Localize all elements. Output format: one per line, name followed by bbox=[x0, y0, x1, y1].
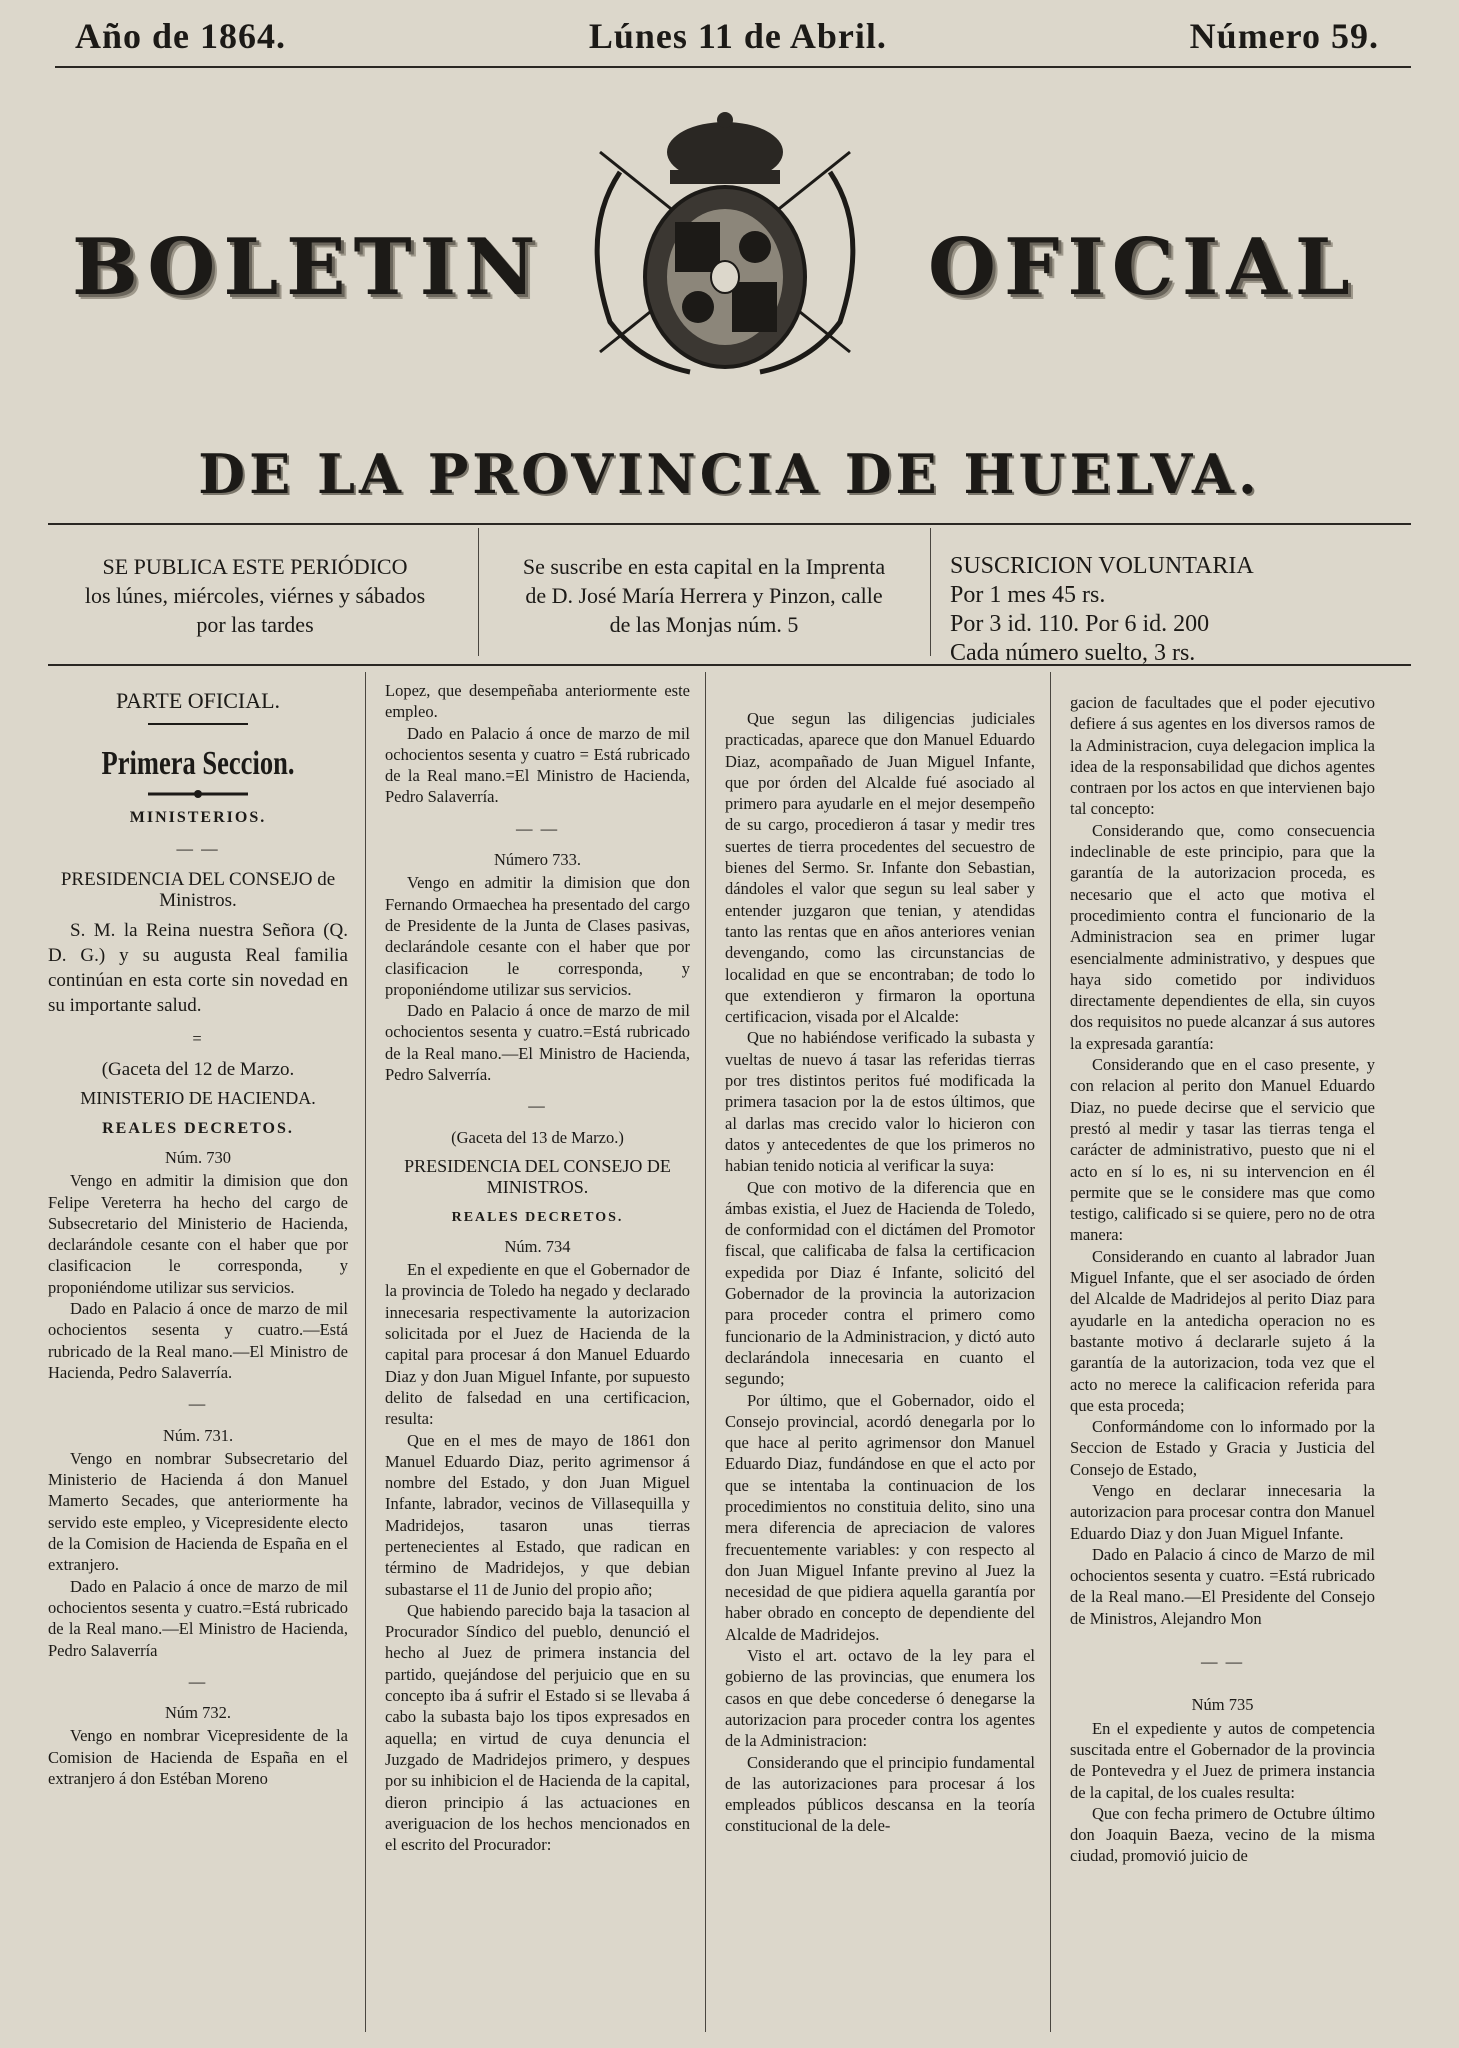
paragraph: Visto el art. octavo de la ley para el gobierno de las provincias, que enumera los casos en que debe concederse ó denegarse la autorizacion para proceder contra los agentes de la Administracion: bbox=[725, 1646, 1035, 1751]
issue-year: Año de 1864. bbox=[75, 16, 287, 56]
coat-of-arms-emblem bbox=[560, 112, 890, 382]
paragraph: Considerando que, como consecuencia indeclinable de este principio, para que la garantía de la autorizacion proceda, es necesario que el acto que motiva el procedimiento contra el funcionario de la Administracion sea en primer lugar esencialmente administrativo, y despues que haya sido cometido por individuos directamente dependientes de ella, sin cuyos dos requisitos no puede alcanzar á sus autores la expresada garantía: bbox=[1070, 820, 1375, 1053]
column-divider bbox=[1050, 672, 1051, 2032]
paragraph: Que con motivo de la diferencia que en ámbas existia, el Juez de Hacienda de Toledo, de conformidad con el dictámen del Promotor fiscal, que calificaba de falsa la certificacion expedida por Diaz é Infante, solicitó del Gobernador de la provincia la autorizacion para proceder contra el primero como funcionario de la Administracion, y dictó auto declarándola innecesaria en cuanto el segundo; bbox=[725, 1177, 1035, 1389]
paragraph: Lopez, que desempeñaba anteriormente este empleo. bbox=[385, 681, 690, 722]
paragraph: Que no habiéndose verificado la subasta y vueltas de nuevo á tasar las referidas tierras por tres distintos peritos fué modificada la primera tasacion por la de estos últimos, que al darlas mas crecido valor lo hicieron con datos y antecedentes de que los primeros no habian tenido noticia al verificar la suya: bbox=[725, 1028, 1035, 1176]
paragraph: Dado en Palacio á once de marzo de mil ochocientos sesenta y cuatro.=Está rubricado de la Real mano.—El Ministro de Hacienda, Pedro Salaverría bbox=[48, 1576, 348, 1660]
gaceta-note: (Gaceta del 12 de Marzo. bbox=[101, 1059, 295, 1081]
column-1 bbox=[48, 680, 348, 1789]
ministerios-heading: MINISTERIOS. bbox=[129, 808, 267, 826]
info-subscription-place bbox=[484, 552, 924, 639]
info-prices bbox=[950, 552, 1350, 668]
decree-number: Núm 732. bbox=[165, 1703, 231, 1723]
info-line: por las tardes bbox=[196, 612, 314, 637]
paragraph: Que segun las diligencias judiciales practicadas, aparece que don Manuel Eduardo Diaz, acompañado de Juan Miguel Infante, que por órden del Alcalde fué asociado al primero para ayudarle en el mejor desempeño de su cargo, procedieron á tasar y medir tres suertes de tierra procedentes del secuestro de bienes del Sermo. Sr. Infante don Sebastian, dándoles el valor que segun su leal saber y entender juzgaron que tenian, y atendidas tanto las rentas que en años anteriores venian devengando, como las circunstancias de localidad en que se encontraban; de todo lo que extendieron y firmaron la oportuna certificacion, visada por el Alcalde: bbox=[725, 709, 1035, 1027]
paragraph: Dado en Palacio á once de marzo de mil ochocientos sesenta y cuatro.=Está rubricado de la Real mano.—El Ministro de Hacienda, Pedro Salverría. bbox=[385, 1001, 690, 1085]
paragraph: Vengo en nombrar Subsecretario del Ministerio de Hacienda á don Manuel Mamerto Secades, que anteriormente ha servido este empleo, y Vicepresidente electo de la Comision de Hacienda de España en el extranjero. bbox=[48, 1448, 348, 1575]
ornament-divider bbox=[148, 789, 248, 799]
paragraph: Que en el mes de mayo de 1861 don Manuel Eduardo Diaz, perito agrimensor á nombre del Estado, y don Juan Miguel Infante, labrador, vecinos de Villasequilla y Madridejos, tasaron unas tierras pertenecientes al Estado, que radican en término de Madridejos, y que debian subastarse el 11 de Junio del propio año; bbox=[385, 1430, 690, 1599]
reales-decretos-heading: REALES DECRETOS. bbox=[451, 1209, 624, 1225]
decree-number: Número 733. bbox=[493, 850, 582, 870]
paragraph: Dado en Palacio á once de marzo de mil ochocientos sesenta y cuatro.—Está rubricado de la Real mano.—El Ministro de Hacienda, Pedro Salaverría. bbox=[48, 1299, 348, 1382]
info-line: SE PUBLICA ESTE PERIÓDICO bbox=[102, 554, 408, 579]
paragraph: gacion de facultades que el poder ejecutivo defiere á sus agentes en los diversos ramos de la Administracion, cuya delegacion implica la idea de la responsabilidad que dichos agentes contraen por los actos en que intervienen bajo tal concepto: bbox=[1070, 693, 1375, 819]
masthead-topline bbox=[75, 8, 1379, 64]
paragraph: Vengo en nombrar Vicepresidente de la Comision de Hacienda de España en el extranjero á don Estéban Moreno bbox=[48, 1726, 348, 1788]
column-divider bbox=[705, 672, 706, 2032]
issue-date: Lúnes 11 de Abril. bbox=[588, 16, 887, 56]
info-line: Cada número suelto, 3 rs. bbox=[950, 640, 1196, 666]
paragraph: S. M. la Reina nuestra Señora (Q. D. G.) y su augusta Real familia continúan en esta corte sin novedad en su importante salud. bbox=[48, 919, 348, 1016]
short-rule: — bbox=[528, 1096, 547, 1116]
ornament-divider bbox=[148, 719, 248, 729]
info-line: Por 3 id. 110. Por 6 id. 200 bbox=[950, 611, 1210, 637]
paragraph: Por último, que el Gobernador, oido el Consejo provincial, acordó denegarla por lo que hace al perito agrimensor don Manuel Eduardo Diaz, fundándose en que el acto por que se intentaba la continuacion de los procedimientos no constituia delito, sino una mera diferencia de apreciacion de valores frecuentemente variables: y con respecto al don Juan Miguel Infante previno al Juez la necesidad de que pidiera aquella garantía por haber obrado en concepto de dependiente del Alcalde de Madridejos. bbox=[725, 1390, 1035, 1644]
short-rule: — bbox=[188, 1671, 208, 1691]
hacienda-heading: MINISTERIO DE HACIENDA. bbox=[80, 1088, 316, 1109]
paragraph: Conformándome con lo informado por la Seccion de Estado y Gracia y Justicia del Consejo de Estado, bbox=[1070, 1417, 1375, 1479]
rule-below-info bbox=[48, 664, 1411, 666]
info-divider bbox=[478, 528, 479, 656]
gaceta-note: (Gaceta del 13 de Marzo.) bbox=[451, 1127, 624, 1147]
title-left: BOLETIN bbox=[72, 222, 544, 313]
short-rule: = bbox=[192, 1028, 204, 1048]
paragraph: En el expediente en que el Gobernador de la provincia de Toledo ha negado y declarado innecesaria respectivamente la autorizacion solicitada por el Juez de Hacienda de la capital para procesar á don Manuel Eduardo Diaz y don Juan Miguel Infante, por supuesto delito de falsedad en una certificacion, resulta: bbox=[385, 1260, 690, 1429]
short-rule: — — bbox=[176, 838, 220, 858]
subtitle-province: DE LA PROVINCIA DE HUELVA. bbox=[198, 442, 1261, 506]
top-rule bbox=[55, 66, 1411, 68]
presidencia-heading: PRESIDENCIA DEL CONSEJO DE MINISTROS. bbox=[404, 1155, 671, 1198]
paragraph: Vengo en admitir la dimision que don Felipe Vereterra ha hecho del cargo de Subsecretario del Ministerio de Hacienda, declarándole cesante con el haber que por clasificacion le corresponda, y proponiéndome utilizar sus servicios. bbox=[48, 1171, 348, 1297]
reales-decretos-heading: REALES DECRETOS. bbox=[102, 1119, 294, 1137]
info-publication bbox=[40, 552, 470, 639]
rule-above-info bbox=[48, 523, 1411, 525]
title-right: OFICIAL bbox=[928, 222, 1358, 313]
paragraph: En el expediente y autos de competencia suscitada entre el Gobernador de la provincia de Pontevedra y el Juez de primera instancia de la capital, de los cuales resulta: bbox=[1070, 1718, 1375, 1802]
paragraph: Que habiendo parecido baja la tasacion al Procurador Síndico del pueblo, denunció el hecho al Juez de primera instancia del partido, quejándose del perjuicio que en su concepto iba á sufrir el Estado si se llevaba á cabo la subasta bajo los tipos expresados en aquella; en virtud de cuya denuncia el Juzgado de Madridejos primero, y despues por su inhibicion el de Hacienda de la capital, dieron principio á las actuaciones en averiguacion de los hechos mencionados en el escrito del Procurador: bbox=[385, 1600, 690, 1855]
parte-oficial-heading: PARTE OFICIAL. bbox=[115, 688, 281, 713]
info-line: Por 1 mes 45 rs. bbox=[950, 582, 1106, 608]
paragraph: Que con fecha primero de Octubre último don Joaquin Baeza, vecino de la misma ciudad, promovió juicio de bbox=[1070, 1803, 1375, 1866]
column-4 bbox=[1070, 692, 1375, 1867]
paragraph: Vengo en admitir la dimision que don Fernando Ormaechea ha presentado del cargo de Presidente de la Junta de Clases pasivas, declarándole cesante con el haber que por clasificacion le corresponda, y proponiéndome utilizar sus servicios. bbox=[385, 873, 690, 999]
short-rule: — bbox=[188, 1394, 208, 1414]
paragraph: Considerando que el principio fundamental de las autorizaciones para procesar á los empleados públicos descansa en la teoría constitucional de la dele- bbox=[725, 1752, 1035, 1836]
column-divider bbox=[365, 672, 366, 2032]
decree-number: Núm 735 bbox=[1191, 1695, 1254, 1715]
column-2 bbox=[385, 680, 690, 1855]
issue-number: Número 59. bbox=[1189, 16, 1379, 56]
info-line: los lúnes, miércoles, viérnes y sábados bbox=[84, 583, 426, 608]
short-rule: — — bbox=[515, 818, 560, 838]
decree-number: Núm. 730 bbox=[165, 1147, 231, 1167]
paragraph: Considerando que en el caso presente, y con relacion al perito don Manuel Eduardo Diaz, no puede decirse que el servicio que prestó al medir y tasar las tierras tenga el carácter de administrativo, puesto que ni el acto en sí lo es, ni su intervencion en él permite que se le considere mas que como testigo, calificado si se quiere, pero no de otra manera: bbox=[1070, 1055, 1375, 1245]
paragraph: Vengo en declarar innecesaria la autorizacion para procesar contra don Manuel Eduardo Diaz y don Juan Miguel Infante. bbox=[1070, 1480, 1375, 1543]
info-divider bbox=[930, 528, 931, 656]
decree-number: Núm. 734 bbox=[504, 1236, 571, 1256]
presidencia-heading: PRESIDENCIA DEL CONSEJO de Ministros. bbox=[60, 869, 336, 912]
paragraph: Dado en Palacio á once de marzo de mil ochocientos sesenta y cuatro = Está rubricado de la Real mano.=El Ministro de Hacienda, Pedro Salaverría. bbox=[385, 723, 690, 807]
decree-number: Núm. 731. bbox=[162, 1425, 234, 1445]
paragraph: Considerando en cuanto al labrador Juan Miguel Infante, que el ser asociado de órden del Alcalde de Madridejos al perito Diaz para ayudarle en la antedicha operacion no es bastante motivo á declararle sujeto á la garantía de la autorizacion, toda vez que el acto no merece la calificacion referida para que esta proceda; bbox=[1070, 1246, 1375, 1415]
info-line: de D. José María Herrera y Pinzon, calle bbox=[525, 583, 883, 608]
column-3 bbox=[725, 708, 1035, 1837]
info-line: SUSCRICION VOLUNTARIA bbox=[950, 553, 1254, 579]
info-line: Se suscribe en esta capital en la Imprenta bbox=[522, 554, 886, 579]
short-rule: — — bbox=[1200, 1652, 1245, 1672]
primera-seccion-heading: Primera Seccion. bbox=[101, 745, 295, 783]
paragraph: Dado en Palacio á cinco de Marzo de mil ochocientos sesenta y cuatro. =Está rubricado de la Real mano.—El Presidente del Consejo de Ministros, Alejandro Mon bbox=[1070, 1544, 1375, 1628]
info-line: de las Monjas núm. 5 bbox=[609, 612, 799, 637]
